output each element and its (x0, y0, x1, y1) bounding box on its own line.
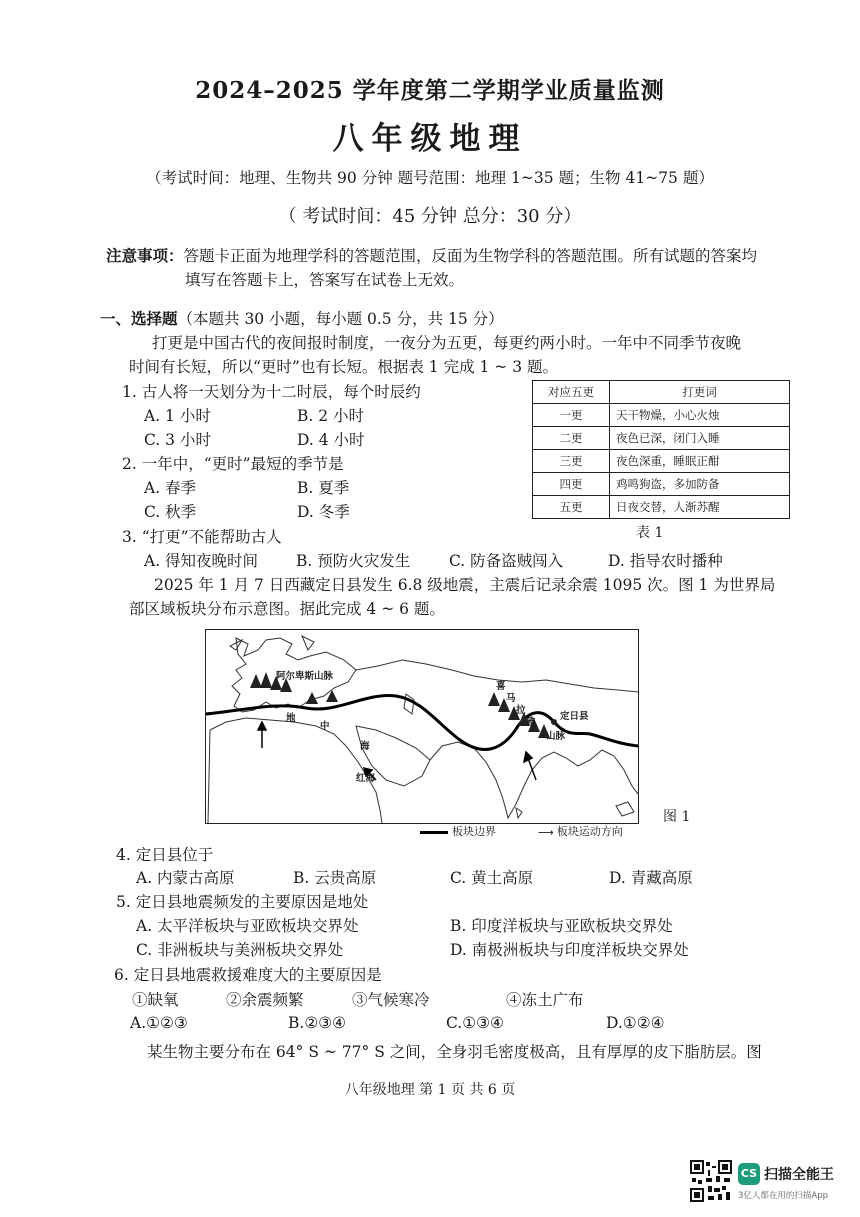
scanner-tagline: 3亿人都在用的扫描App (738, 1191, 829, 1201)
intro2-line1: 2025 年 1 月 7 日西藏定日县发生 6.8 级地震，主震后记录余震 1095 次。图 1 为世界局 (154, 576, 776, 594)
table-1 (532, 380, 790, 519)
map-label-ya: 雅 (526, 717, 536, 728)
q6-item-2: ②余震频繁 (226, 991, 304, 1009)
map-drawing (206, 630, 638, 823)
map-label-shanmai: 山脉 (546, 731, 566, 742)
map-label-zhong: 中 (320, 721, 330, 732)
q5-stem: 5. 定日县地震频发的主要原因是地处 (116, 893, 369, 911)
subject-title: 八年级地理 (332, 121, 528, 157)
table-cell: 四更 (533, 473, 610, 496)
map-label-la: 拉 (516, 705, 526, 716)
table-cell: 天干物燥，小心火烛 (610, 404, 790, 427)
table-cell: 二更 (533, 427, 610, 450)
table-header-row (533, 381, 790, 404)
section-desc: （本题共 30 小题，每小题 0.5 分，共 15 分） (177, 310, 504, 328)
exam-time-note: （考试时间：地理、生物共 90 分钟 题号范围：地理 1~35 题；生物 41~75 题） (146, 169, 714, 187)
q2-stem: 2. 一年中，“更时”最短的季节是 (122, 455, 344, 473)
q5-option-a: A. 太平洋板块与亚欧板块交界处 (136, 917, 359, 935)
table-cell: 夜色已深，闭门入睡 (610, 427, 790, 450)
table-cell: 三更 (533, 450, 610, 473)
notice-line2: 填写在答题卡上，答案写在试卷上无效。 (185, 271, 465, 289)
notice-line1: 答题卡正面为地理学科的答题范围，反面为生物学科的答题范围。所有试题的答案均 (183, 247, 758, 265)
table-cell: 一更 (533, 404, 610, 427)
table-row (533, 427, 790, 450)
table-row (533, 450, 790, 473)
intro1-line1: 打更是中国古代的夜间报时制度，一夜分为五更，每更约两小时。一年中不同季节夜晚 (152, 334, 742, 352)
arrow-right-icon: ⟶ (538, 825, 554, 839)
notice (106, 244, 757, 266)
q3-option-c: C. 防备盗贼闯入 (449, 552, 564, 570)
q1-stem: 1. 古人将一天划分为十二时辰，每个时辰约 (122, 383, 421, 401)
intro3-line1: 某生物主要分布在 64° S ~ 77° S 之间，全身羽毛密度极高，且有厚厚的皮下脂肪层。图 (147, 1043, 762, 1061)
exam-title: 2024–2025 学年度第二学期学业质量监测 (195, 77, 665, 104)
q4-option-d: D. 青藏高原 (609, 869, 693, 887)
scanner-name: 扫描全能王 (764, 1167, 834, 1183)
table-cell: 五更 (533, 496, 610, 519)
notice-label: 注意事项： (106, 246, 184, 265)
q1-option-b: B. 2 小时 (297, 407, 365, 425)
table-cell: 鸡鸣狗盗，多加防备 (610, 473, 790, 496)
q4-option-a: A. 内蒙古高原 (136, 869, 235, 887)
q6-option-d: D.①②④ (606, 1014, 665, 1032)
legend-direction-label: 板块运动方向 (556, 825, 623, 838)
scanner-logo: CS (738, 1163, 760, 1185)
section-heading (100, 307, 504, 329)
qr-code-icon (690, 1160, 732, 1202)
q5-option-d: D. 南极洲板块与印度洋板块交界处 (450, 941, 689, 959)
q6-option-b: B.②③④ (288, 1014, 347, 1032)
q5-option-c: C. 非洲板块与美洲板块交界处 (136, 941, 344, 959)
q1-option-c: C. 3 小时 (144, 431, 211, 449)
q2-option-d: D. 冬季 (297, 503, 350, 521)
map-label-alps: 阿尔卑斯山脉 (276, 671, 334, 682)
q2-option-a: A. 春季 (144, 479, 197, 497)
q3-stem: 3. “打更”不能帮助古人 (122, 528, 282, 546)
map-label-red-sea: 红海 (356, 773, 376, 784)
table-row (533, 496, 790, 519)
map-label-dingri: 定日县 (560, 711, 589, 722)
page-footer: 八年级地理 第 1 页 共 6 页 (344, 1082, 516, 1098)
q6-item-4: ④冻土广布 (506, 991, 584, 1009)
table-cell: 夜色深重，睡眠正酣 (610, 450, 790, 473)
q1-option-a: A. 1 小时 (144, 407, 211, 425)
map-label-hai: 海 (360, 741, 370, 752)
boundary-line-icon (420, 831, 448, 834)
legend-boundary (420, 823, 496, 839)
q1-option-d: D. 4 小时 (297, 431, 365, 449)
q6-item-1: ①缺氧 (132, 991, 179, 1009)
table-header: 对应五更 (533, 381, 610, 404)
table-header: 打更词 (610, 381, 790, 404)
q6-option-c: C.①③④ (446, 1014, 504, 1032)
legend-direction (538, 823, 623, 839)
q3-option-a: A. 得知夜晚时间 (144, 552, 259, 570)
legend-boundary-label: 板块边界 (452, 825, 496, 838)
q4-option-c: C. 黄土高原 (450, 869, 534, 887)
q6-stem: 6. 定日县地震救援难度大的主要原因是 (114, 966, 382, 984)
table-caption: 表 1 (636, 525, 664, 541)
q5-option-b: B. 印度洋板块与亚欧板块交界处 (450, 917, 673, 935)
map-label-di: 地 (286, 713, 296, 724)
q3-option-d: D. 指导农时播种 (608, 552, 723, 570)
q6-option-a: A.①②③ (130, 1014, 188, 1032)
table-cell: 日夜交替，人渐苏醒 (610, 496, 790, 519)
figure-caption: 图 1 (663, 809, 691, 825)
table-row (533, 404, 790, 427)
q4-option-b: B. 云贵高原 (293, 869, 377, 887)
q6-item-3: ③气候寒冷 (352, 991, 430, 1009)
exam-score-note: （ 考试时间：45 分钟 总分：30 分） (278, 206, 582, 227)
q3-option-b: B. 预防火灾发生 (296, 552, 411, 570)
q2-option-c: C. 秋季 (144, 503, 197, 521)
table-row (533, 473, 790, 496)
q4-stem: 4. 定日县位于 (116, 846, 214, 864)
section-title: 一、选择题 (100, 309, 178, 328)
q2-option-b: B. 夏季 (297, 479, 350, 497)
plate-map (205, 629, 639, 824)
map-label-ma: 马 (506, 693, 516, 704)
map-label-xi: 喜 (496, 681, 506, 692)
intro1-line2: 时间有长短，所以“更时”也有长短。根据表 1 完成 1 ~ 3 题。 (129, 358, 558, 376)
intro2-line2: 部区域板块分布示意图。据此完成 4 ~ 6 题。 (129, 600, 445, 618)
